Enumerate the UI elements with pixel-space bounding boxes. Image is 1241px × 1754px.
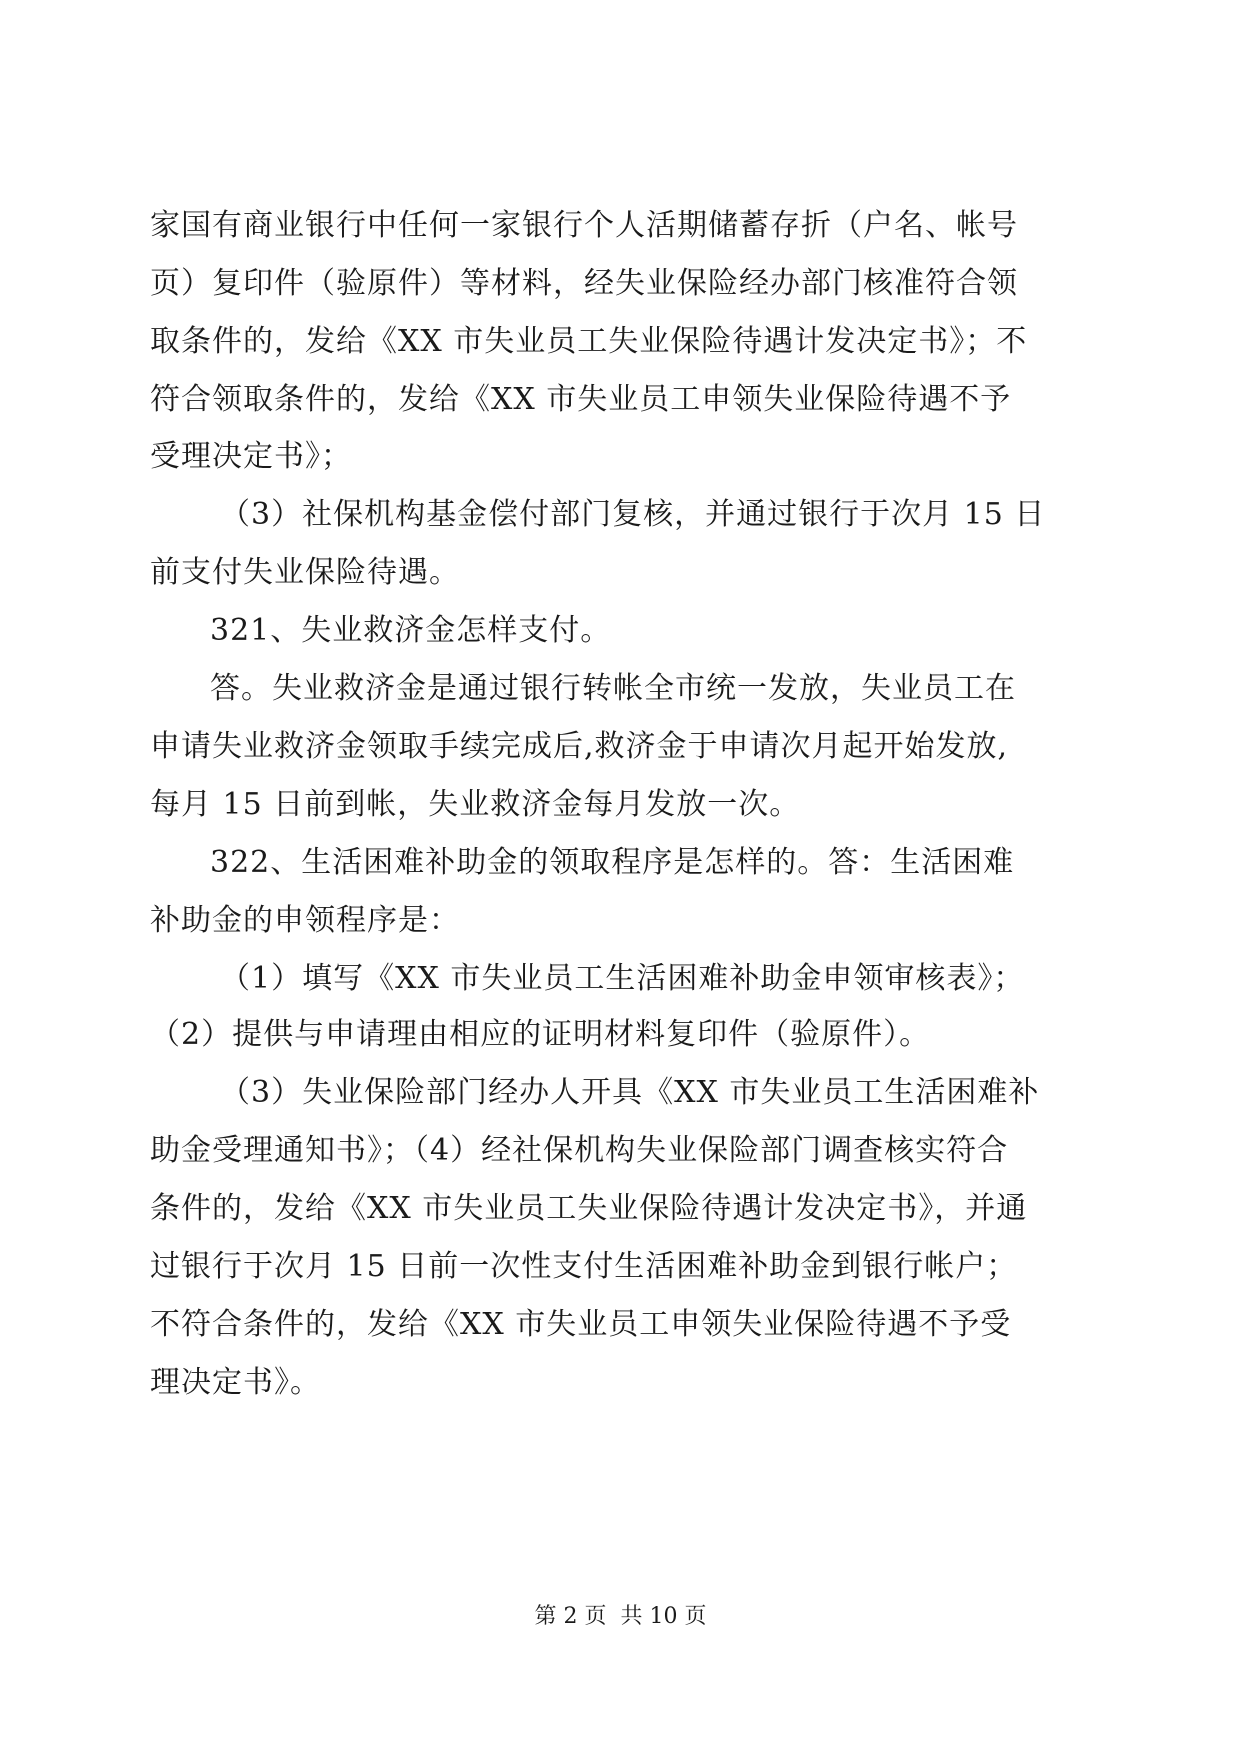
text-line: 助金受理通知书》；（4）经社保机构失业保险部门调查核实符合 bbox=[150, 1133, 1009, 1168]
text-line: 答。失业救济金是通过银行转帐全市统一发放，失业员工在 bbox=[210, 671, 1016, 706]
text-line: （3）社保机构基金偿付部门复核，并通过银行于次月 15 日 bbox=[220, 497, 1046, 532]
page-number-footer: 第 2 页 共 10 页 bbox=[534, 1604, 707, 1629]
text-line: 理决定书》。 bbox=[150, 1365, 321, 1400]
text-line: 家国有商业银行中任何一家银行个人活期储蓄存折（户名、帐号 bbox=[150, 208, 1018, 243]
question-heading: 321、失业救济金怎样支付。 bbox=[210, 613, 612, 648]
text-line: 申请失业救济金领取手续完成后,救济金于申请次月起开始发放, bbox=[150, 729, 1009, 764]
text-line: 取条件的，发给《XX 市失业员工失业保险待遇计发决定书》；不 bbox=[150, 324, 1028, 359]
question-heading: 322、生活困难补助金的领取程序是怎样的。答：生活困难 bbox=[210, 845, 1015, 880]
text-line: 补助金的申领程序是： bbox=[150, 903, 460, 938]
text-line: （3）失业保险部门经办人开具《XX 市失业员工生活困难补 bbox=[220, 1075, 1040, 1110]
text-line: （2）提供与申请理由相应的证明材料复印件（验原件）。 bbox=[150, 1017, 931, 1052]
text-line: 受理决定书》； bbox=[150, 439, 352, 474]
text-line: 符合领取条件的，发给《XX 市失业员工申领失业保险待遇不予 bbox=[150, 382, 1012, 417]
text-line: 前支付失业保险待遇。 bbox=[150, 555, 460, 590]
text-line: 条件的，发给《XX 市失业员工失业保险待遇计发决定书》，并通 bbox=[150, 1191, 1028, 1226]
text-line: 过银行于次月 15 日前一次性支付生活困难补助金到银行帐户； bbox=[150, 1249, 1018, 1284]
text-line: 页）复印件（验原件）等材料，经失业保险经办部门核准符合领 bbox=[150, 266, 1018, 301]
text-line: 不符合条件的，发给《XX 市失业员工申领失业保险待遇不予受 bbox=[150, 1307, 1012, 1342]
text-line: （1）填写《XX 市失业员工生活困难补助金申领审核表》； bbox=[220, 961, 1025, 996]
text-line: 每月 15 日前到帐，失业救济金每月发放一次。 bbox=[150, 787, 801, 822]
